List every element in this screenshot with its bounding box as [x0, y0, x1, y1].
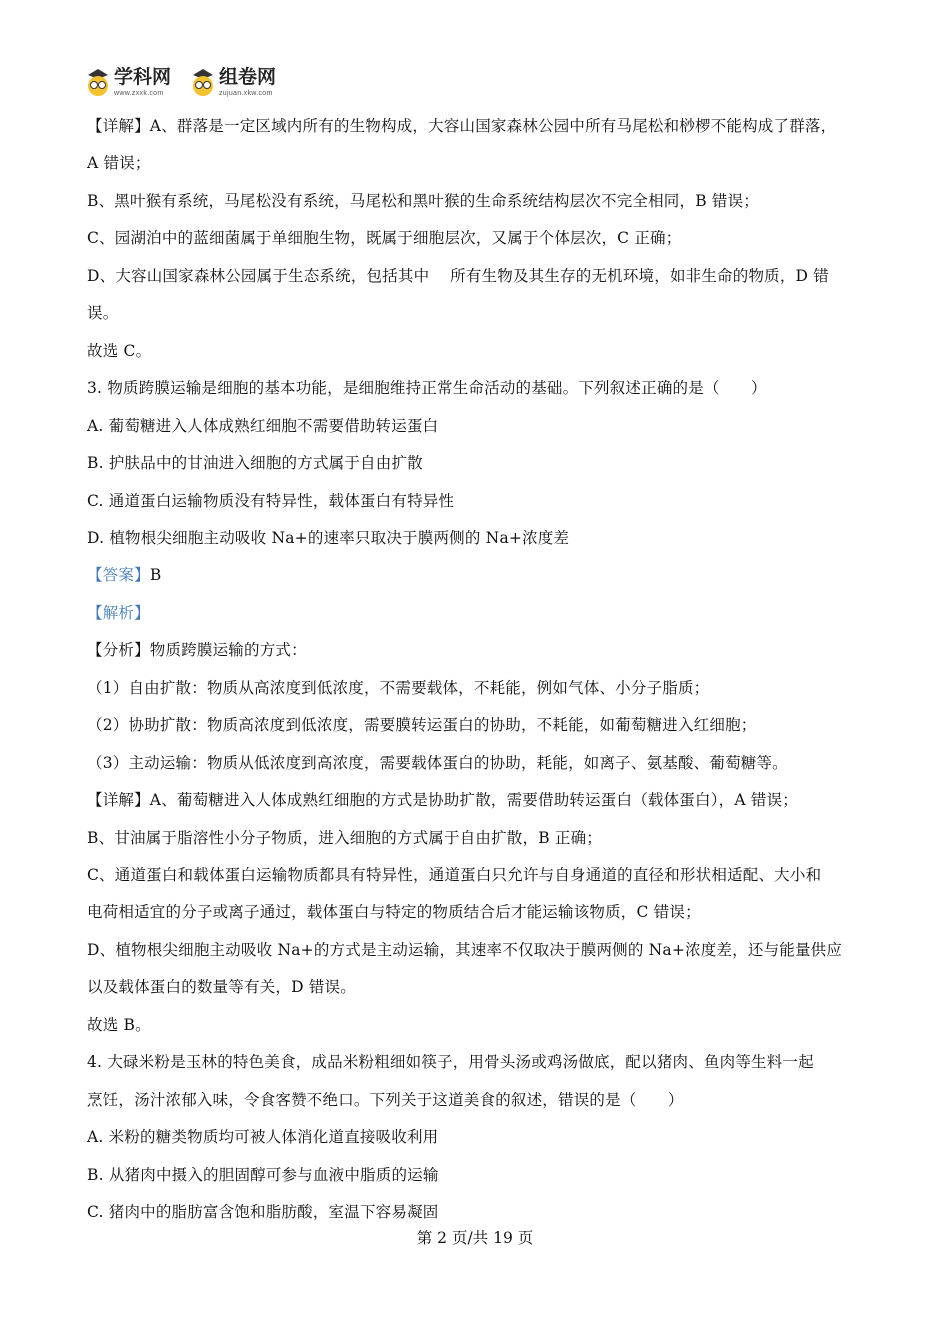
text-line — [87, 1090, 684, 1110]
logo-url: www.zxxk.com — [114, 90, 164, 97]
text-line — [87, 453, 423, 473]
text-line — [87, 491, 454, 511]
line-text: 电荷相适宜的分子或离子通过，载体蛋白与特定的物质结合后才能运输该物质，C 错误； — [87, 903, 701, 922]
logo-zxxk — [85, 64, 171, 100]
text-line — [87, 416, 438, 436]
line-text: 以及载体蛋白的数量等有关，D 错误。 — [87, 978, 356, 997]
line-text: 烹饪，汤汁浓郁入味，令食客赞不绝口。下列关于这道美食的叙述，错误的是（ ） — [87, 1090, 684, 1109]
line-text: 3. 物质跨膜运输是细胞的基本功能，是细胞维持正常生命活动的基础。下列叙述正确的是（ ） — [87, 379, 767, 398]
logo-name: 组卷网 — [219, 66, 277, 88]
line-text: B、黑叶猴有系统，马尾松没有系统，马尾松和黑叶猴的生命系统结构层次不完全相同，B 错误； — [87, 191, 760, 210]
text-line — [87, 153, 151, 173]
text-line — [87, 715, 756, 735]
line-text: B、甘油属于脂溶性小分子物质，进入细胞的方式属于自由扩散，B 正确； — [87, 828, 603, 847]
text-line — [87, 940, 842, 960]
line-text: 【详解】A、群落是一定区域内所有的生物构成，大容山国家森林公园中所有马尾松和桫椤不能构成了群落， — [87, 117, 837, 135]
text-line — [87, 1165, 439, 1185]
line-text: 故选 B。 — [87, 1015, 151, 1034]
line-text: A. 米粉的糖类物质均可被人体消化道直接吸收利用 — [87, 1128, 439, 1147]
line-text: C. 猪肉中的脂肪富含饱和脂肪酸，室温下容易凝固 — [87, 1203, 439, 1222]
text-line — [87, 1202, 438, 1222]
text-line — [87, 116, 836, 136]
line-text: 【分析】物质跨膜运输的方式： — [87, 641, 307, 660]
text-line — [87, 865, 821, 885]
line-text: 【详解】A、葡萄糖进入人体成熟红细胞的方式是协助扩散，需要借助转运蛋白（载体蛋白），A 错误； — [87, 791, 798, 810]
line-text: C、园湖泊中的蓝细菌属于单细胞生物，既属于细胞层次，又属于个体层次，C 正确； — [87, 229, 682, 248]
logo-zujuan — [190, 64, 276, 100]
text-line — [87, 378, 767, 398]
line-text: 误。 — [87, 304, 119, 323]
text-line — [87, 1015, 151, 1035]
text-line — [87, 640, 307, 660]
text-line — [87, 341, 151, 361]
text-line — [87, 790, 798, 810]
line-text: （2）协助扩散：物质高浓度到低浓度，需要膜转运蛋白的协助，不耗能，如葡萄糖进入红细胞； — [87, 716, 757, 735]
text-line — [87, 528, 569, 548]
logo-url: zujuan.xkw.com — [219, 90, 273, 97]
line-text: C. 通道蛋白运输物质没有特异性，载体蛋白有特异性 — [87, 491, 455, 510]
owl-mascot-icon — [85, 67, 111, 97]
section-label: 【答案】 — [87, 566, 150, 585]
text-line — [87, 902, 701, 922]
text-line — [87, 977, 356, 997]
text-line — [87, 678, 709, 698]
text-line — [87, 1052, 814, 1072]
line-text: （1）自由扩散：物质从高浓度到低浓度，不需要载体，不耗能，例如气体、小分子脂质； — [87, 678, 710, 697]
text-line — [87, 191, 759, 211]
text-line — [87, 828, 602, 848]
page-number: 第 2 页/共 19 页 — [416, 1229, 534, 1247]
line-text: D、植物根尖细胞主动吸收 Na+的方式是主动运输，其速率不仅取决于膜两侧的 Na+浓度差，还与能量供应 — [87, 940, 843, 959]
line-text: A 错误； — [87, 154, 151, 173]
logo-name: 学科网 — [114, 66, 172, 88]
text-line — [87, 1127, 438, 1147]
line-text: C、通道蛋白和载体蛋白运输物质都具有特异性，通道蛋白只允许与自身通道的直径和形状相适配、大小和 — [87, 866, 822, 884]
text-line — [87, 753, 788, 773]
line-text: A. 葡萄糖进入人体成熟红细胞不需要借助转运蛋白 — [87, 416, 439, 435]
line-text: D、大容山国家森林公园属于生态系统，包括其中 所有生物及其生存的无机环境，如非生命的物质，D 错 — [87, 266, 830, 285]
line-text: B. 护肤品中的甘油进入细胞的方式属于自由扩散 — [87, 454, 423, 473]
line-text: B — [149, 566, 162, 585]
section-label: 【解析】 — [87, 603, 150, 622]
text-line — [87, 603, 150, 623]
text-line — [87, 228, 681, 248]
line-text: D. 植物根尖细胞主动吸收 Na+的速率只取决于膜两侧的 Na+浓度差 — [87, 528, 570, 547]
line-text: B. 从猪肉中摄入的胆固醇可参与血液中脂质的运输 — [87, 1165, 439, 1184]
line-text: 4. 大碌米粉是玉林的特色美食，成品米粉粗细如筷子，用骨头汤或鸡汤做底，配以猪肉、鱼肉等生料一起 — [87, 1053, 814, 1072]
owl-mascot-icon — [190, 67, 216, 97]
line-text: （3）主动运输：物质从低浓度到高浓度，需要载体蛋白的协助，耗能，如离子、氨基酸、葡萄糖等。 — [87, 753, 788, 772]
line-text: 故选 C。 — [87, 341, 152, 360]
text-line — [87, 303, 118, 323]
text-line — [87, 565, 161, 585]
text-line — [87, 266, 829, 286]
